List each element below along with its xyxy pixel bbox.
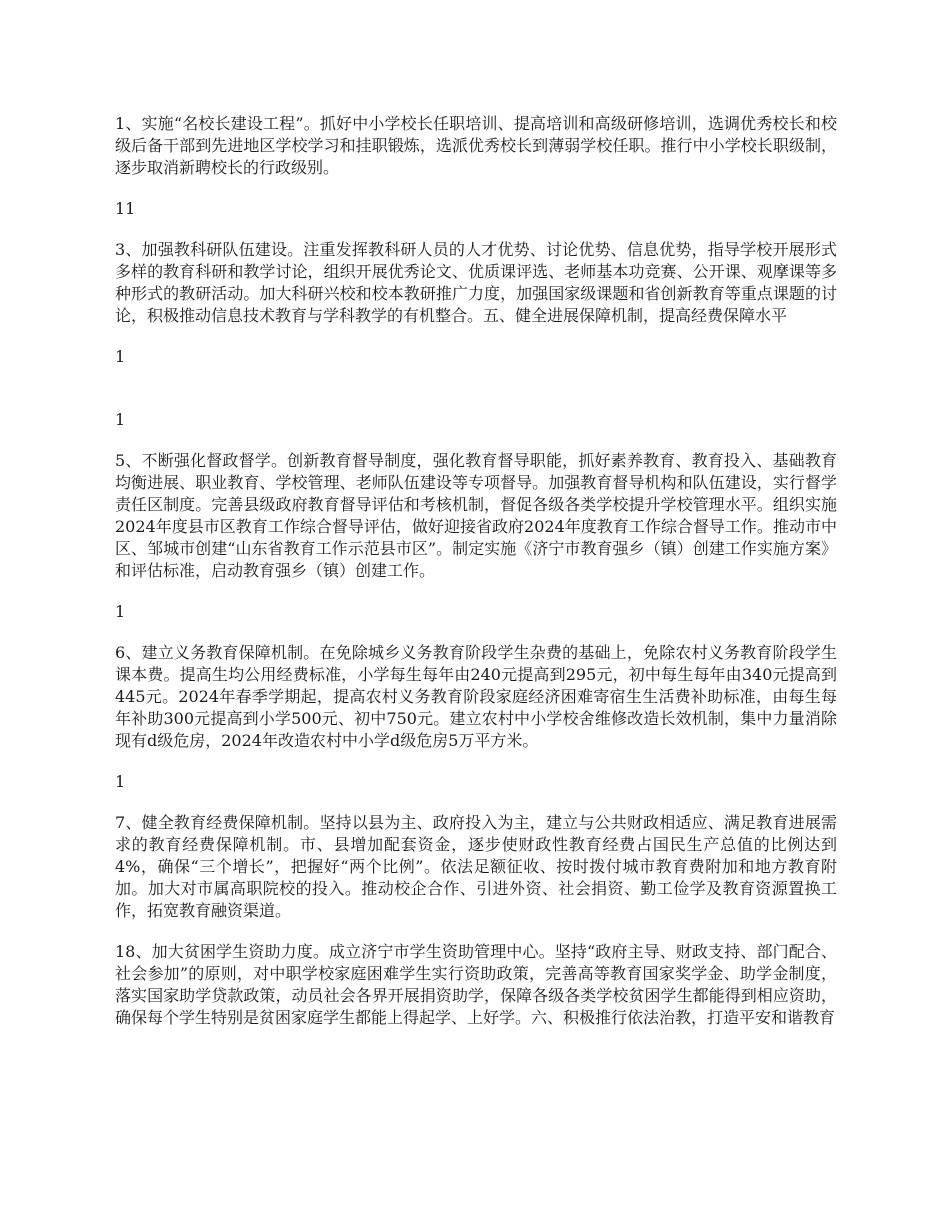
page-number-11: 11	[115, 199, 136, 218]
page-number-1b: 1	[115, 410, 126, 429]
page-number-1c: 1	[115, 602, 126, 621]
page-number-1d: 1	[115, 772, 126, 791]
paragraph-1-principal-project: 1、实施“名校长建设工程”。抓好中小学校长任职培训、提高培训和高级研修培训，选调优秀校长和校级后备干部到先进地区学校学习和挂职锻炼，选派优秀校长到薄弱学校任职。推行中小学校长职级制，逐步取消新聘校长的行政级别。	[115, 114, 837, 177]
paragraph-5-supervision: 5、不断强化督政督学。创新教育督导制度，强化教育督导职能，抓好素养教育、教育投入、基础教育均衡进展、职业教育、学校管理、老师队伍建设等专项督导。加强教育督导机构和队伍建设，实行督学责任区制度。完善县级政府教育督导评估和考核机制，督促各级各类学校提升学校管理水平。组织实施2024年度县市区教育工作综合督导评估，做好迎接省政府2024年度教育工作综合督导工作。推动市中区、邹城市创建“山东省教育工作示范县市区”。制定实施《济宁市教育强乡（镇）创建工作实施方案》和评估标准，启动教育强乡（镇）创建工作。	[115, 451, 837, 580]
paragraph-7-funding: 7、健全教育经费保障机制。坚持以县为主、政府投入为主，建立与公共财政相适应、满足教育进展需求的教育经费保障机制。市、县增加配套资金，逐步使财政性教育经费占国民生产总值的比例达到4%，确保“三个增长”，把握好“两个比例”。依法足额征收、按时拨付城市教育费附加和地方教育附加。加大对市属高职院校的投入。推动校企合作、引进外资、社会捐资、勤工俭学及教育资源置换工作，拓宽教育融资渠道。	[115, 813, 837, 920]
paragraph-3-research-team: 3、加强教科研队伍建设。注重发挥教科研人员的人才优势、讨论优势、信息优势，指导学校开展形式多样的教育科研和教学讨论，组织开展优秀论文、优质课评选、老师基本功竞赛、公开课、观摩课等多种形式的教研活动。加大科研兴校和校本教研推广力度，加强国家级课题和省创新教育等重点课题的讨论，积极推动信息技术教育与学科教学的有机整合。五、健全进展保障机制，提高经费保障水平	[115, 240, 837, 325]
paragraph-6-compulsory-education: 6、建立义务教育保障机制。在免除城乡义务教育阶段学生杂费的基础上，免除农村义务教育阶段学生课本费。提高生均公用经费标准，小学每生每年由240元提高到295元，初中每生每年由340元提高到445元。2024年春季学期起，提高农村义务教育阶段家庭经济困难寄宿生生活费补助标准，由每生每年补助300元提高到小学500元、初中750元。建立农村中小学校舍维修改造长效机制，集中力量消除现有d级危房，2024年改造农村中小学d级危房5万平方米。	[115, 643, 837, 750]
paragraph-18-student-aid: 18、加大贫困学生资助力度。成立济宁市学生资助管理中心。坚持“政府主导、财政支持、部门配合、社会参加”的原则，对中职学校家庭困难学生实行资助政策，完善高等教育国家奖学金、助学金制度，落实国家助学贷款政策，动员社会各界开展捐资助学，保障各级各类学校贫困学生都能得到相应资助，确保每个学生特别是贫困家庭学生都能上得起学、上好学。六、积极推行依法治教，打造平安和谐教育	[115, 942, 837, 1027]
blank-spacer	[115, 387, 837, 409]
document-page	[115, 113, 837, 1048]
page-number-1a: 1	[115, 347, 126, 366]
